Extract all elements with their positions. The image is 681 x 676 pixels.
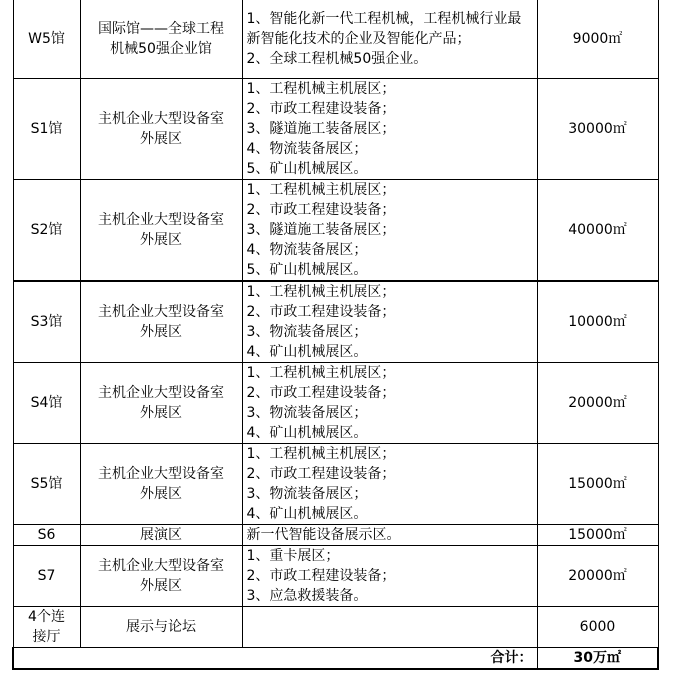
category-item: 1、工程机械主机展区； (246, 182, 396, 198)
zone-cell (80, 79, 242, 180)
hall-name: S2馆 (30, 222, 63, 238)
zone-name: 主机企业大型设备室外展区 (98, 111, 224, 147)
area-value: 30000㎡ (568, 121, 627, 137)
category-item: 2、市政工程建设装备； (246, 568, 396, 584)
zone-cell (80, 525, 242, 546)
category-item: 1、工程机械主机展区； (246, 365, 396, 381)
zone-name: 主机企业大型设备室外展区 (98, 558, 224, 594)
category-item: 1、工程机械主机展区； (246, 284, 396, 300)
table-row (13, 180, 658, 282)
category-item: 3、隧道施工装备展区； (246, 121, 396, 137)
category-cell (242, 0, 537, 79)
zone-cell (80, 607, 242, 648)
zone-name: 主机企业大型设备室外展区 (98, 304, 224, 340)
area-cell (537, 79, 658, 180)
hall-cell (13, 281, 80, 363)
category-cell (242, 607, 537, 648)
category-item: 2、市政工程建设装备； (246, 466, 396, 482)
hall-name: S3馆 (30, 314, 63, 330)
area-value: 15000㎡ (568, 527, 627, 543)
category-cell (242, 79, 537, 180)
category-cell (242, 444, 537, 525)
category-item: 1、工程机械主机展区； (246, 446, 396, 462)
zone-cell (80, 444, 242, 525)
category-item: 3、应急救援装备。 (246, 588, 368, 604)
area-cell (537, 0, 658, 79)
category-item: 2、市政工程建设装备； (246, 202, 396, 218)
zone-cell (80, 546, 242, 607)
zone-name: 展演区 (140, 527, 182, 543)
category-item: 新一代智能设备展示区。 (246, 527, 401, 543)
category-cell (242, 363, 537, 444)
category-item: 4、矿山机械展区。 (246, 425, 368, 441)
area-value: 6000 (579, 619, 616, 635)
area-cell (537, 281, 658, 363)
hall-cell (13, 363, 80, 444)
area-value: 20000㎡ (568, 568, 627, 584)
zone-name: 主机企业大型设备室外展区 (98, 466, 224, 502)
zone-cell (80, 281, 242, 363)
area-value: 9000㎡ (572, 30, 623, 47)
hall-name: S6 (37, 527, 56, 543)
hall-cell (13, 180, 80, 282)
area-cell (537, 525, 658, 546)
category-item: 5、矿山机械展区。 (246, 262, 368, 278)
area-value: 40000㎡ (568, 222, 627, 238)
zone-name: 国际馆——全球工程机械50强企业馆 (98, 20, 224, 57)
category-item: 5、矿山机械展区。 (246, 161, 368, 177)
area-value: 10000㎡ (568, 314, 627, 330)
zone-cell (80, 180, 242, 282)
category-item: 2、市政工程建设装备； (246, 304, 396, 320)
area-cell (537, 363, 658, 444)
zone-cell (80, 363, 242, 444)
category-item: 1、智能化新一代工程机械，工程机械行业最新智能化技术的企业及智能化产品； (246, 10, 522, 47)
table-body (13, 0, 658, 669)
category-item: 2、市政工程建设装备； (246, 385, 396, 401)
zone-name: 展示与论坛 (126, 619, 196, 635)
table-row (13, 607, 658, 648)
hall-cell (13, 79, 80, 180)
hall-name: W5馆 (28, 30, 65, 47)
category-item: 4、物流装备展区； (246, 141, 368, 157)
table-row (13, 363, 658, 444)
category-item: 4、矿山机械展区。 (246, 506, 368, 522)
hall-cell (13, 525, 80, 546)
hall-name: 4个连接厅 (28, 609, 65, 645)
category-cell (242, 525, 537, 546)
table-row (13, 281, 658, 363)
zone-name: 主机企业大型设备室外展区 (98, 385, 224, 421)
hall-name: S7 (37, 568, 56, 584)
category-item: 3、隧道施工装备展区； (246, 222, 396, 238)
hall-name: S4馆 (30, 395, 63, 411)
category-item: 2、市政工程建设装备； (246, 101, 396, 117)
area-cell (537, 546, 658, 607)
table-row (13, 525, 658, 546)
hall-cell (13, 0, 80, 79)
category-item: 3、物流装备展区； (246, 486, 368, 502)
category-cell (242, 180, 537, 282)
category-item: 4、物流装备展区； (246, 242, 368, 258)
table-row (13, 79, 658, 180)
category-item: 1、工程机械主机展区； (246, 81, 396, 97)
hall-cell (13, 444, 80, 525)
exhibition-hall-table (12, 0, 659, 670)
area-value: 20000㎡ (568, 395, 627, 411)
area-value: 15000㎡ (568, 476, 627, 492)
category-item: 4、矿山机械展区。 (246, 344, 368, 360)
category-cell (242, 546, 537, 607)
category-item: 1、重卡展区； (246, 548, 340, 564)
hall-name: S1馆 (30, 121, 63, 137)
category-item: 3、物流装备展区； (246, 405, 368, 421)
total-row (13, 648, 658, 670)
hall-cell (13, 607, 80, 648)
table-row (13, 546, 658, 607)
area-cell (537, 180, 658, 282)
zone-name: 主机企业大型设备室外展区 (98, 212, 224, 248)
category-item: 2、全球工程机械50强企业。 (246, 50, 428, 67)
category-cell (242, 281, 537, 363)
table-row (13, 444, 658, 525)
category-item: 3、物流装备展区； (246, 324, 368, 340)
area-cell (537, 607, 658, 648)
table-row (13, 0, 658, 79)
hall-name: S5馆 (30, 476, 63, 492)
area-cell (537, 444, 658, 525)
zone-cell (80, 0, 242, 79)
total-label: 合计： (13, 648, 537, 670)
hall-cell (13, 546, 80, 607)
total-value: 30万㎡ (537, 648, 658, 670)
